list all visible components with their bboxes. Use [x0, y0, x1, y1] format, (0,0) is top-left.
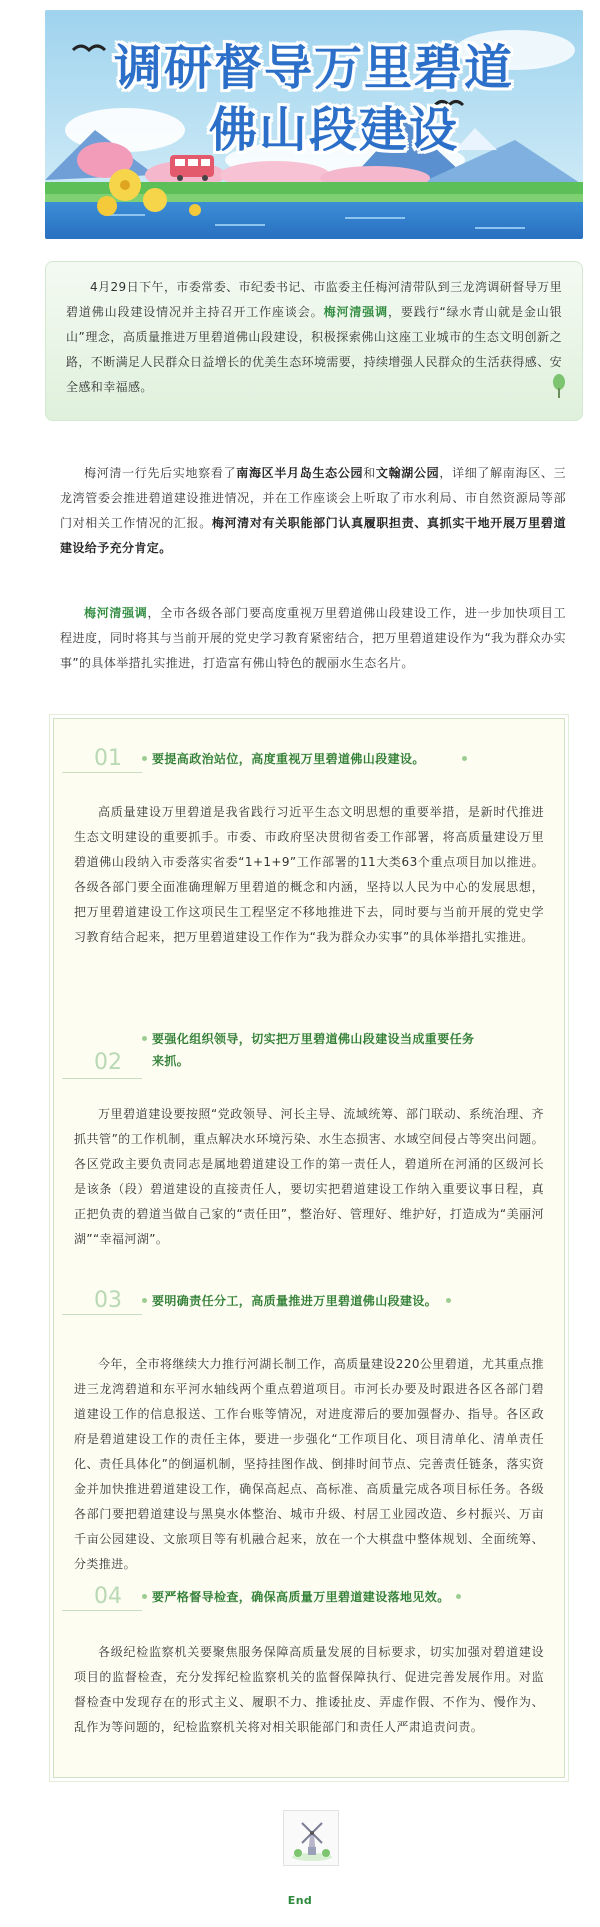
end-label: End — [287, 1894, 313, 1907]
dot-icon — [446, 1298, 451, 1303]
emphasis-highlight: 梅河清强调 — [84, 606, 148, 620]
text: ，详细了解南海区、三龙湾管委会推进碧道建设推进情况，并在工作座谈会上听取了市水利局、市自然资源局等部门对相关工作情况的汇报。 — [60, 466, 566, 530]
dot-icon — [462, 756, 467, 761]
section-header-04 — [94, 1582, 564, 1622]
divider — [62, 1078, 142, 1079]
dot-icon — [142, 1298, 147, 1303]
banner-title-line1: 调研督导万里碧道 — [113, 40, 514, 96]
section-header-02 — [94, 1024, 564, 1084]
section-body-01: 高质量建设万里碧道是我省践行习近平生态文明思想的重要举措，是新时代推进生态文明建设的重要抓手。市委、市政府坚决贯彻省委工作部署，将高质量建设万里碧道佛山段纳入市委落实省委“1+1+9”工作部署的11大类63个重点项目加以推进。各级各部门要全面准确理解万里碧道的概念和内涵，坚持以人民为中心的发展思想，把万里碧道建设工作这项民生工程坚定不移地推进下去，同时要与当前开展的党史学习教育结合起来，把万里碧道建设工作作为“我为群众办实事”的具体举措扎实推进。 — [74, 805, 544, 944]
banner-title-line2: 佛山段建设 — [208, 102, 459, 158]
header-banner — [45, 10, 583, 239]
section-number: 02 — [94, 1050, 122, 1075]
place-name: 南海区半月岛生态公园 — [236, 466, 364, 480]
place-name: 文翰湖公园 — [375, 466, 440, 480]
section-header-03 — [94, 1286, 564, 1326]
intro-text-cont: ，要践行“绿水青山就是金山银山”理念，高质量推进万里碧道佛山段建设，积极探索佛山这座工业城市的生态文明创新之路，不断满足人民群众日益增长的优美生态环境需要，持续增强人民群众的生活获得感、安全感和幸福感。 — [66, 305, 563, 394]
intro-paragraph — [66, 275, 562, 400]
dot-icon — [142, 1036, 147, 1041]
dot-icon — [142, 756, 147, 761]
tree-icon — [552, 374, 566, 398]
section-number: 01 — [94, 746, 122, 771]
text: ，全市各级各部门要高度重视万里碧道佛山段建设工作，进一步加快项目工程进度，同时将其与当前开展的党史学习教育紧密结合，把万里碧道建设作为“我为群众办实事”的具体举措扎实推进，打造富有佛山特色的靓丽水生态名片。 — [60, 606, 566, 670]
intro-highlight: 梅河清强调 — [323, 305, 388, 319]
section-title: 要明确责任分工，高质量推进万里碧道佛山段建设。 — [152, 1294, 438, 1308]
dot-icon — [142, 1594, 147, 1599]
section-body-03: 今年，全市将继续大力推行河湖长制工作，高质量建设220公里碧道，尤其重点推进三龙湾碧道和东平河水轴线两个重点碧道项目。市河长办要及时跟进各区各部门碧道建设工作的信息报送、工作台账等情况，对进度滞后的要加强督办、指导。各区政府是碧道建设工作的责任主体，要进一步强化“工作项目化、项目清单化、清单责任化、责任具体化”的倒逼机制，坚持挂图作战、倒排时间节点、完善责任链条，落实资金并加快推进碧道建设工作，确保高起点、高标准、高质量完成各项目标任务。各级各部门要把碧道建设与黑臭水体整治、城市升级、村居工业园改造、乡村振兴、万亩千亩公园建设、文旅项目等有机融合起来，放在一个大棋盘中整体规划、全面统筹、分类推进。 — [74, 1357, 544, 1571]
visit-paragraph — [60, 461, 566, 561]
intro-text: 4月29日下午，市委常委、市纪委书记、市监委主任梅河清带队到三龙湾调研督导万里碧道佛山段建设情况并主持召开工作座谈会。 — [66, 280, 562, 319]
section-body-04: 各级纪检监察机关要聚焦服务保障高质量发展的目标要求，切实加强对碧道建设项目的监督检查，充分发挥纪检监察机关的监督保障执行、促进完善发展作用。对监督检查中发现存在的形式主义、履职不力、推诿扯皮、弄虚作假、不作为、慢作为、乱作为等问题的，纪检监察机关将对相关职能部门和责任人严肃追责问责。 — [74, 1645, 544, 1734]
text: 梅河清一行先后实地察看了 — [84, 466, 237, 480]
dot-icon — [456, 1594, 461, 1599]
affirmation-text: 梅河清对有关职能部门认真履职担责、真抓实干地开展万里碧道建设给予充分肯定。 — [60, 516, 566, 555]
section-header-01 — [94, 744, 564, 784]
intro-card — [45, 261, 583, 421]
section-title: 要强化组织领导，切实把万里碧道佛山段建设当成重要任务来抓。 — [152, 1032, 475, 1068]
section-number: 04 — [94, 1584, 122, 1609]
section-title: 要提高政治站位，高度重视万里碧道佛山段建设。 — [152, 752, 425, 766]
text: 和 — [363, 466, 376, 480]
section-number: 03 — [94, 1288, 122, 1313]
windmill-icon — [283, 1810, 339, 1866]
section-body-02: 万里碧道建设要按照“党政领导、河长主导、流域统筹、部门联动、系统治理、齐抓共管”的工作机制，重点解决水环境污染、水生态损害、水域空间侵占等突出问题。各区党政主要负责同志是属地碧道建设工作的第一责任人，碧道所在河涌的区级河长是该条（段）碧道建设的直接责任人，要切实把碧道建设工作纳入重要议事日程，真正把负责的碧道当做自己家的“责任田”，整治好、管理好、维护好，打造成为“美丽河湖”“幸福河湖”。 — [74, 1107, 544, 1246]
emphasis-paragraph — [60, 601, 566, 676]
section-title: 要严格督导检查，确保高质量万里碧道建设落地见效。 — [152, 1590, 450, 1604]
